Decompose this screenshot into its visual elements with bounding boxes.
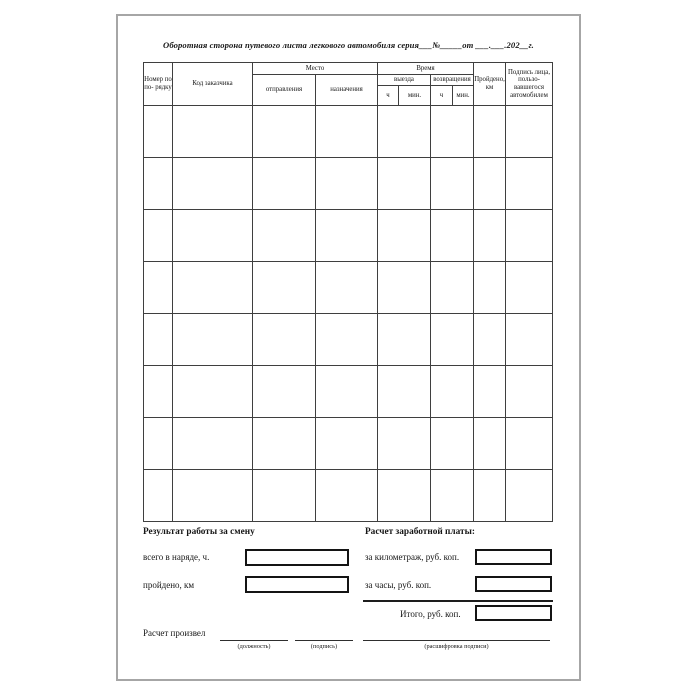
col-header-exit-minutes: мин. <box>399 86 431 106</box>
waybill-form-page <box>116 14 581 681</box>
total-on-duty-field <box>245 549 349 566</box>
cell-destination <box>316 210 378 262</box>
payroll-total-divider <box>363 600 553 602</box>
total-on-duty-label: всего в наряде, ч. <box>143 552 210 562</box>
trips-table-row <box>144 314 553 366</box>
cell-return-time <box>431 158 474 210</box>
per-km-field <box>475 549 552 565</box>
payroll-title: Расчет заработной платы: <box>365 527 475 537</box>
col-group-place: Место <box>253 63 378 75</box>
col-group-exit: выезда <box>378 75 431 86</box>
per-km-label: за километраж, руб. коп. <box>365 552 460 562</box>
transcript-blank-line <box>363 640 550 641</box>
cell-departure <box>253 210 316 262</box>
shift-results-title: Результат работы за смену <box>143 527 255 537</box>
trips-table-row <box>144 210 553 262</box>
signature-caption: (подпись) <box>310 643 338 650</box>
col-header-exit-hours: ч <box>378 86 399 106</box>
position-blank-line <box>220 640 288 641</box>
cell-destination <box>316 470 378 522</box>
col-header-return-hours: ч <box>431 86 453 106</box>
cell-signature <box>506 106 553 158</box>
cell-distance <box>474 210 506 262</box>
trips-table-row <box>144 418 553 470</box>
cell-signature <box>506 418 553 470</box>
trips-table-body <box>144 106 553 522</box>
cell-signature <box>506 158 553 210</box>
cell-signature <box>506 470 553 522</box>
trips-table <box>143 62 553 522</box>
cell-destination <box>316 106 378 158</box>
cell-customer-code <box>173 158 253 210</box>
cell-return-time <box>431 366 474 418</box>
header-row-1 <box>144 63 553 75</box>
cell-row-number <box>144 262 173 314</box>
col-header-customer-code: Код заказчика <box>173 63 253 106</box>
cell-signature <box>506 210 553 262</box>
cell-departure <box>253 366 316 418</box>
cell-departure <box>253 418 316 470</box>
trips-table-header <box>144 63 553 106</box>
cell-row-number <box>144 314 173 366</box>
col-header-departure: отправления <box>253 75 316 106</box>
cell-destination <box>316 158 378 210</box>
col-header-row-number: Номер по по- рядку <box>144 63 173 106</box>
cell-distance <box>474 158 506 210</box>
trips-table-row <box>144 366 553 418</box>
cell-destination <box>316 314 378 366</box>
col-group-time: Время <box>378 63 474 75</box>
per-hours-field <box>475 576 552 592</box>
cell-signature <box>506 262 553 314</box>
col-header-distance: Пройдено, км <box>474 63 506 106</box>
calculated-by-label: Расчет произвел <box>143 628 206 638</box>
cell-return-time <box>431 262 474 314</box>
cell-return-time <box>431 106 474 158</box>
form-title: Оборотная сторона путевого листа легкового автомобиля серия___№_____от ___.___.202__г. <box>163 40 534 50</box>
cell-row-number <box>144 106 173 158</box>
cell-row-number <box>144 158 173 210</box>
cell-customer-code <box>173 366 253 418</box>
cell-departure <box>253 158 316 210</box>
col-header-user-signature: Подпись лица, пользо- вавшегося автомобилем <box>506 63 553 106</box>
trips-table-row <box>144 106 553 158</box>
cell-signature <box>506 366 553 418</box>
position-caption: (должность) <box>237 643 271 650</box>
cell-row-number <box>144 366 173 418</box>
cell-customer-code <box>173 314 253 366</box>
cell-destination <box>316 418 378 470</box>
cell-exit-time <box>378 262 431 314</box>
cell-return-time <box>431 210 474 262</box>
cell-distance <box>474 106 506 158</box>
cell-exit-time <box>378 210 431 262</box>
cell-row-number <box>144 210 173 262</box>
cell-distance <box>474 418 506 470</box>
cell-return-time <box>431 418 474 470</box>
cell-customer-code <box>173 106 253 158</box>
cell-return-time <box>431 314 474 366</box>
cell-destination <box>316 366 378 418</box>
cell-departure <box>253 262 316 314</box>
cell-exit-time <box>378 470 431 522</box>
cell-customer-code <box>173 262 253 314</box>
cell-distance <box>474 314 506 366</box>
trips-table-row <box>144 470 553 522</box>
cell-customer-code <box>173 210 253 262</box>
signature-blank-line <box>295 640 353 641</box>
distance-travelled-label: пройдено, км <box>143 580 195 590</box>
per-hours-label: за часы, руб. коп. <box>365 580 432 590</box>
cell-exit-time <box>378 366 431 418</box>
cell-row-number <box>144 470 173 522</box>
distance-travelled-field <box>245 576 349 593</box>
cell-departure <box>253 106 316 158</box>
cell-signature <box>506 314 553 366</box>
cell-row-number <box>144 418 173 470</box>
cell-distance <box>474 366 506 418</box>
cell-return-time <box>431 470 474 522</box>
cell-departure <box>253 470 316 522</box>
cell-destination <box>316 262 378 314</box>
cell-customer-code <box>173 418 253 470</box>
cell-exit-time <box>378 158 431 210</box>
cell-exit-time <box>378 314 431 366</box>
cell-exit-time <box>378 106 431 158</box>
cell-departure <box>253 314 316 366</box>
cell-exit-time <box>378 418 431 470</box>
col-header-destination: назначения <box>316 75 378 106</box>
cell-customer-code <box>173 470 253 522</box>
cell-distance <box>474 470 506 522</box>
trips-table-row <box>144 262 553 314</box>
payroll-total-label: Итого, руб. коп. <box>400 609 461 619</box>
payroll-total-field <box>475 605 552 621</box>
cell-distance <box>474 262 506 314</box>
col-group-return: возвращения <box>431 75 474 86</box>
col-header-return-minutes: мин. <box>453 86 474 106</box>
transcript-caption: (расшифровка подписи) <box>424 643 489 650</box>
trips-table-row <box>144 158 553 210</box>
